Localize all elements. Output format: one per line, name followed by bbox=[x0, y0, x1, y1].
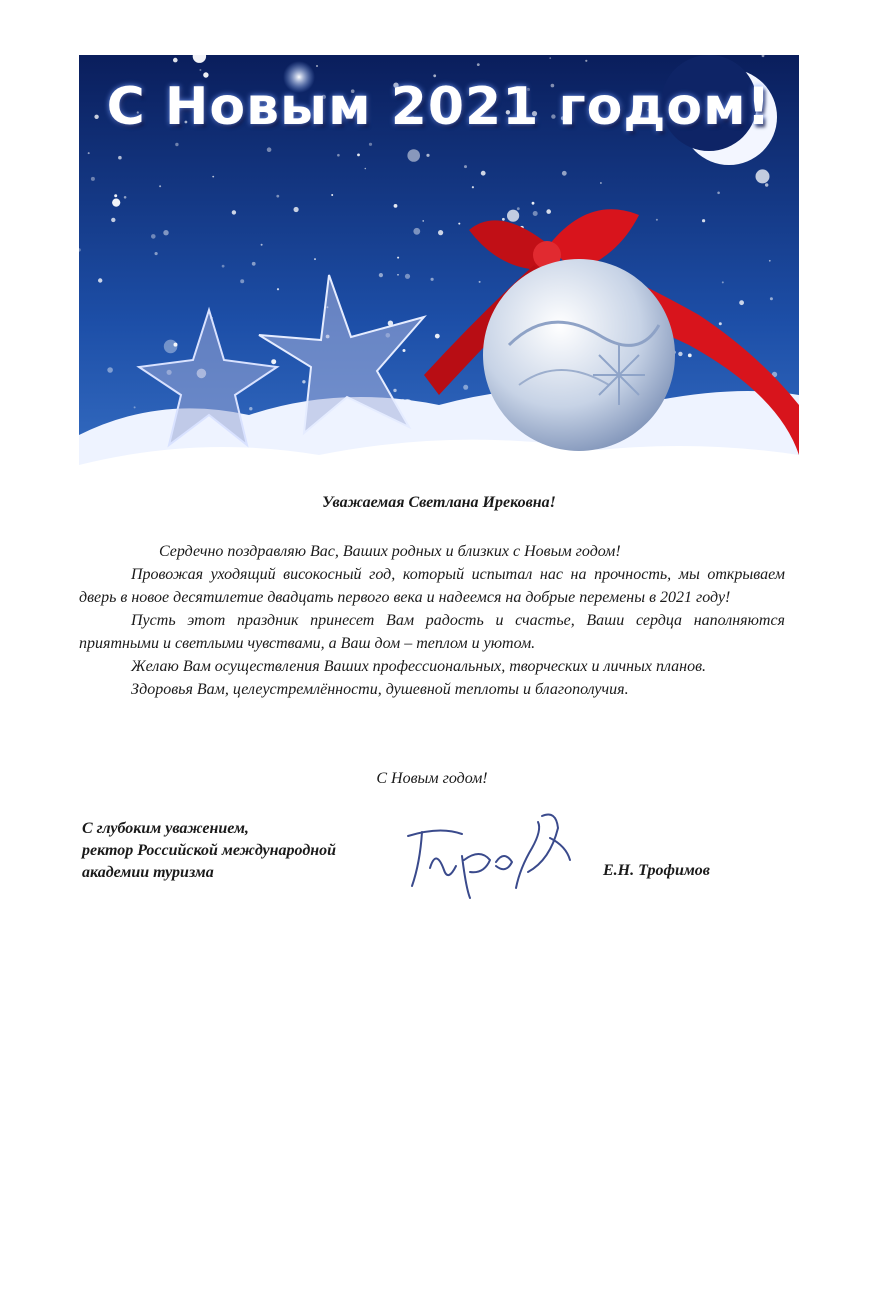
snowflake-icon bbox=[403, 349, 406, 352]
snowflake-icon bbox=[222, 265, 225, 268]
snowflake-icon bbox=[159, 185, 161, 187]
snowflake-icon bbox=[407, 149, 420, 162]
snowflake-icon bbox=[369, 143, 372, 146]
letter-paragraph: Провожая уходящий високосный год, который испытал нас на прочность, мы открываем дверь в новое десятилетие двадцать первого века и надеемся на добрые перемены в 2021 году! bbox=[79, 566, 785, 606]
handwritten-signature-icon bbox=[400, 808, 580, 904]
snowflake-icon bbox=[765, 183, 768, 186]
snowflake-icon bbox=[393, 389, 396, 392]
snowflake-icon bbox=[600, 182, 602, 184]
signature-line: академии туризма bbox=[82, 864, 214, 881]
snowflake-icon bbox=[562, 171, 567, 176]
snowflake-icon bbox=[88, 152, 90, 154]
snowflake-icon bbox=[212, 176, 214, 178]
snowflake-icon bbox=[134, 406, 136, 408]
snowflake-icon bbox=[533, 211, 538, 216]
snowflake-icon bbox=[267, 147, 272, 152]
salutation: Уважаемая Светлана Ирековна! bbox=[322, 494, 556, 511]
snowflake-icon bbox=[163, 230, 168, 235]
snowflake-icon bbox=[232, 210, 236, 214]
snowflake-icon bbox=[98, 278, 102, 282]
signature-line: ректор Российской международной bbox=[82, 842, 337, 859]
snowflake-icon bbox=[397, 274, 399, 276]
snowflake-icon bbox=[277, 288, 279, 290]
snowflake-icon bbox=[174, 343, 178, 347]
snowflake-icon bbox=[261, 244, 263, 246]
snowflake-icon bbox=[507, 210, 519, 222]
snowflake-icon bbox=[472, 186, 474, 188]
snowflake-icon bbox=[316, 65, 318, 67]
snowflake-icon bbox=[405, 274, 410, 279]
snowflake-icon bbox=[249, 407, 252, 410]
snowflake-icon bbox=[717, 192, 720, 195]
snowflake-icon bbox=[438, 230, 443, 235]
snowflake-icon bbox=[422, 220, 424, 222]
snowflake-icon bbox=[240, 279, 244, 283]
letter-paragraph: Пусть этот праздник принесет Вам радость и счастье, Ваши сердца наполняются приятными и светлыми чувствами, а Ваш дом – теплом и уютом. bbox=[79, 612, 785, 652]
snowflake-icon bbox=[719, 322, 722, 325]
snowflake-icon bbox=[458, 223, 460, 225]
snowflake-icon bbox=[394, 204, 398, 208]
snowflake-icon bbox=[331, 194, 333, 196]
snowflake-icon bbox=[464, 165, 467, 168]
signer-name: Е.Н. Трофимов bbox=[603, 862, 710, 879]
snowflake-icon bbox=[337, 154, 340, 157]
snowflake-icon bbox=[688, 354, 692, 358]
snowflake-icon bbox=[271, 359, 276, 364]
signature-block bbox=[82, 818, 336, 884]
snowflake-icon bbox=[678, 352, 682, 356]
snowflake-icon bbox=[477, 63, 480, 66]
new-year-banner bbox=[79, 55, 799, 503]
snowflake-icon bbox=[585, 60, 587, 62]
snowflake-icon bbox=[276, 195, 279, 198]
snowflake-icon bbox=[463, 385, 468, 390]
snowflake-icon bbox=[479, 281, 481, 283]
snowflake-icon bbox=[532, 202, 535, 205]
snowflake-icon bbox=[702, 219, 705, 222]
snowflake-icon bbox=[124, 196, 127, 199]
snowflake-icon bbox=[91, 177, 95, 181]
snowflake-icon bbox=[114, 194, 117, 197]
snowflake-icon bbox=[199, 69, 201, 71]
snowflake-icon bbox=[739, 300, 744, 305]
snowflake-icon bbox=[549, 57, 551, 59]
closing-greeting: С Новым годом! bbox=[376, 770, 488, 787]
snowflake-icon bbox=[769, 260, 771, 262]
snowflake-icon bbox=[151, 234, 156, 239]
snowflake-icon bbox=[413, 228, 420, 235]
snowflake-icon bbox=[155, 252, 158, 255]
signature-line: С глубоким уважением, bbox=[82, 820, 249, 837]
snowflake-icon bbox=[756, 169, 770, 183]
snowflake-icon bbox=[397, 257, 399, 259]
snowflake-icon bbox=[379, 273, 383, 277]
snowflake-icon bbox=[481, 171, 486, 176]
snowflake-icon bbox=[770, 297, 773, 300]
snowflake-icon bbox=[118, 156, 122, 160]
snowflake-icon bbox=[252, 262, 256, 266]
snowflake-icon bbox=[175, 143, 178, 146]
snowflake-icon bbox=[656, 219, 658, 221]
snowflake-icon bbox=[111, 218, 115, 222]
banner-title: С Новым 2021 годом! bbox=[106, 77, 772, 137]
snowflake-icon bbox=[365, 168, 367, 170]
snowflake-icon bbox=[546, 209, 551, 214]
snowflake-icon bbox=[107, 367, 113, 373]
snowflake-icon bbox=[112, 199, 120, 207]
bauble-ornament-icon bbox=[483, 259, 675, 451]
snowflake-icon bbox=[517, 207, 520, 210]
snowflake-icon bbox=[426, 154, 429, 157]
snowflake-icon bbox=[431, 278, 434, 281]
snowflake-icon bbox=[435, 334, 440, 339]
letter-paragraph: Желаю Вам осуществления Ваших профессиональных, творческих и личных планов. bbox=[131, 658, 707, 675]
letter-body bbox=[79, 540, 785, 701]
snowflake-icon bbox=[357, 154, 360, 157]
snowflake-icon bbox=[302, 380, 305, 383]
letter-paragraph: Сердечно поздравляю Вас, Ваших родных и близких с Новым годом! bbox=[159, 543, 621, 560]
snowflake-icon bbox=[502, 218, 505, 221]
snowflake-icon bbox=[314, 258, 316, 260]
snowflake-icon bbox=[294, 207, 299, 212]
snowflake-icon bbox=[722, 281, 724, 283]
letter-paragraph: Здоровья Вам, целеустремлённости, душевной теплоты и благополучия. bbox=[131, 681, 629, 698]
snowflake-icon bbox=[173, 58, 178, 63]
